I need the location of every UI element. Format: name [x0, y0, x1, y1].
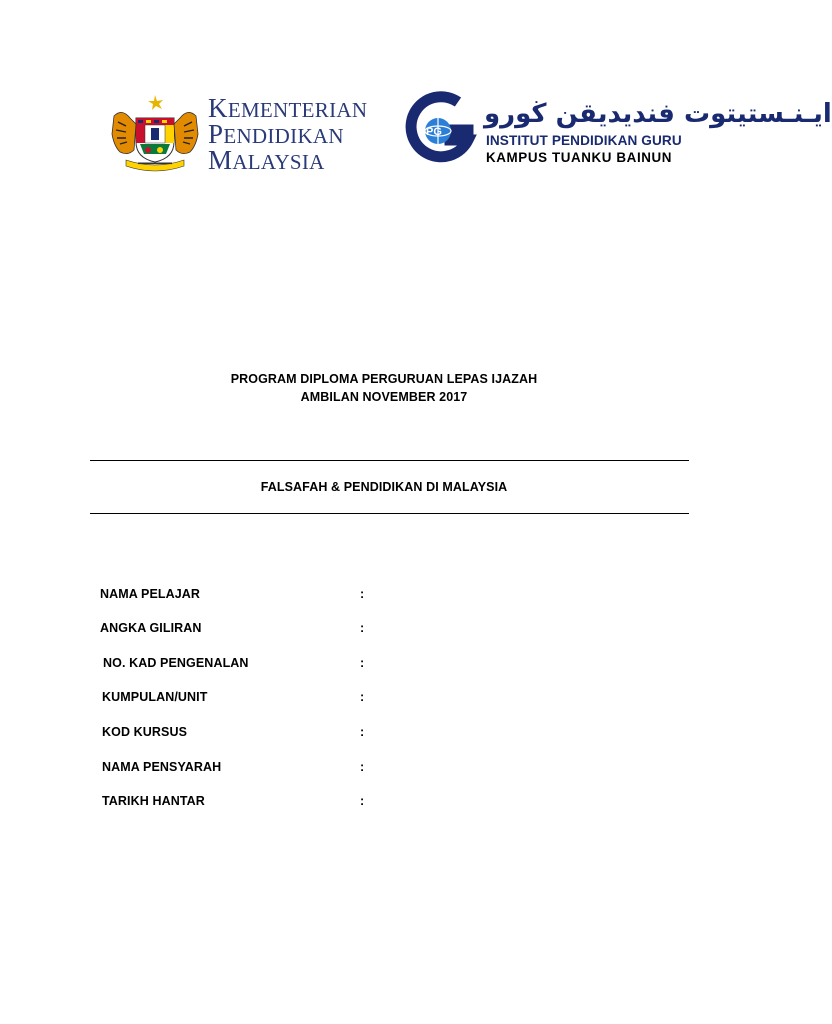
- institute-campus: KAMPUS TUANKU BAINUN: [486, 150, 673, 165]
- field-colon-kod-kursus: :: [360, 725, 365, 739]
- field-colon-tarikh-hantar: :: [360, 794, 365, 808]
- ministry-name-line-1: KEMENTERIAN: [208, 93, 368, 123]
- ipg-logo-icon: [410, 96, 472, 166]
- initial-m: M: [208, 145, 233, 175]
- field-colon-kumpulan-unit: :: [360, 690, 365, 704]
- field-colon-angka-giliran: :: [360, 621, 365, 635]
- programme-intake: AMBILAN NOVEMBER 2017: [300, 390, 468, 404]
- field-label-angka-giliran: ANGKA GILIRAN: [100, 621, 202, 635]
- programme-title: PROGRAM DIPLOMA PERGURUAN LEPAS IJAZAH: [230, 372, 538, 386]
- bottom-divider: [90, 513, 689, 514]
- institute-name-jawi: ايـنـستيتوت فنديديقن ڬورو: [484, 99, 832, 129]
- field-label-kod-kursus: KOD KURSUS: [102, 725, 188, 739]
- field-label-kumpulan-unit: KUMPULAN/UNIT: [102, 690, 208, 704]
- course-title: FALSAFAH & PENDIDIKAN DI MALAYSIA: [260, 480, 508, 494]
- top-divider: [90, 460, 689, 461]
- institute-name: INSTITUT PENDIDIKAN GURU: [486, 133, 682, 148]
- field-label-no-kad-pengenalan: NO. KAD PENGENALAN: [103, 656, 249, 670]
- ministry-name-line-3: MALAYSIA: [208, 145, 325, 175]
- malaysia-coat-of-arms-icon: [108, 94, 202, 170]
- field-colon-nama-pensyarah: :: [360, 760, 365, 774]
- ministry-name: [208, 93, 398, 175]
- initial-p: P: [208, 119, 224, 149]
- field-label-nama-pelajar: NAMA PELAJAR: [100, 587, 201, 601]
- field-colon-nama-pelajar: :: [360, 587, 365, 601]
- svg-text:iPG: iPG: [423, 126, 442, 138]
- field-label-nama-pensyarah: NAMA PENSYARAH: [102, 760, 222, 774]
- ministry-name-line-2: PENDIDIKAN: [208, 119, 344, 149]
- field-label-tarikh-hantar: TARIKH HANTAR: [102, 794, 205, 808]
- field-colon-no-kad-pengenalan: :: [360, 656, 365, 670]
- initial-k: K: [208, 93, 228, 123]
